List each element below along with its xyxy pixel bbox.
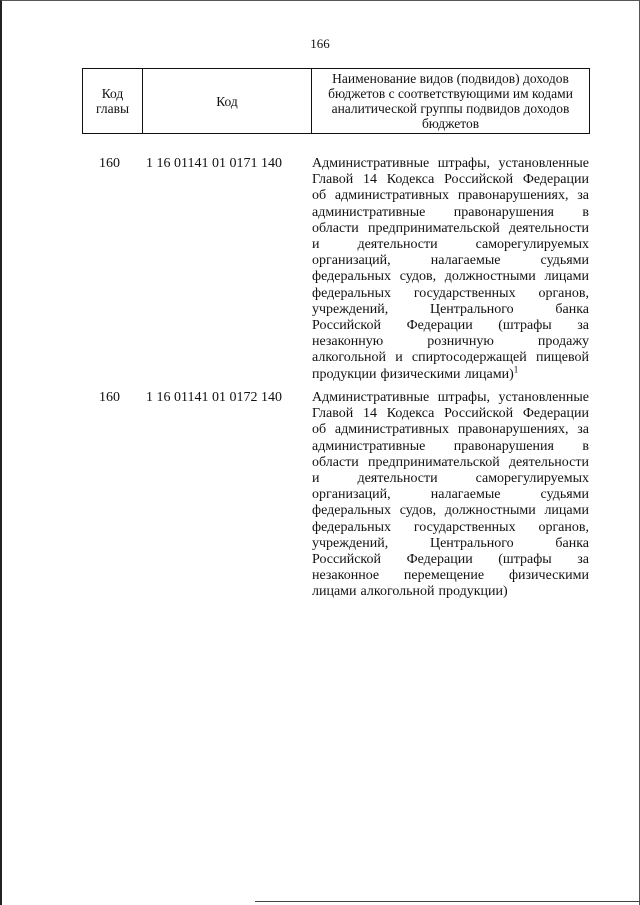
- description-line: организаций, налагаемые судьями: [312, 253, 589, 269]
- description-line: незаконное перемещение физическими: [312, 568, 589, 584]
- header-name: Наименование видов (подвидов) доходов бюджетов с соответствующими им кодами аналитической группы подвидов доходов бюджетов: [312, 69, 590, 134]
- description-line: организаций, налагаемые судьями: [312, 487, 589, 503]
- description-line: федеральных государственных органов,: [312, 519, 589, 535]
- description-line: административные правонарушения в: [312, 438, 589, 454]
- row-chapter-code: 160: [99, 390, 120, 405]
- description-line: незаконную розничную продажу: [312, 334, 589, 350]
- bottom-edge-line: [255, 901, 640, 902]
- description-line: продукции физическими лицами)$^1$: [312, 363, 519, 382]
- row-code: 1 16 01141 01 0171 140: [146, 156, 282, 171]
- description-line: Главой 14 Кодекса Российской Федерации: [312, 406, 589, 422]
- description-line: федеральных судов, должностными лицами: [312, 269, 589, 285]
- description-line: об административных правонарушениях, за: [312, 422, 589, 438]
- header-code: Код: [143, 69, 312, 134]
- description-line: федеральных государственных органов,: [312, 285, 589, 301]
- description-line: учреждений, Центрального банка: [312, 535, 589, 551]
- description-line: учреждений, Центрального банка: [312, 301, 589, 317]
- description-line: федеральных судов, должностными лицами: [312, 503, 589, 519]
- description-line: Административные штрафы, установленные: [312, 390, 589, 405]
- description-line: об административных правонарушениях, за: [312, 188, 589, 204]
- description-line: Российской Федерации (штрафы за: [312, 318, 589, 334]
- description-line: Главой 14 Кодекса Российской Федерации: [312, 172, 589, 188]
- header-chapter-code: Код главы: [83, 69, 143, 134]
- description-line: Административные штрафы, установленные: [312, 156, 589, 171]
- description-line: области предпринимательской деятельности: [312, 454, 589, 470]
- page-number: 166: [310, 36, 330, 51]
- row-code: 1 16 01141 01 0172 140: [146, 390, 282, 405]
- description-line: алкогольной и спиртосодержащей пищевой: [312, 350, 589, 366]
- description-line: лицами алкогольной продукции): [312, 584, 508, 600]
- description-line: и деятельности саморегулируемых: [312, 471, 589, 487]
- description-line: административные правонарушения в: [312, 204, 589, 220]
- footnote-marker: 1: [513, 363, 519, 374]
- description-line: и деятельности саморегулируемых: [312, 237, 589, 253]
- row-chapter-code: 160: [99, 156, 120, 171]
- description-line: Российской Федерации (штрафы за: [312, 552, 589, 568]
- row-description: [312, 156, 589, 383]
- table-header: [82, 68, 590, 134]
- row-description: [312, 390, 589, 601]
- description-line: области предпринимательской деятельности: [312, 220, 589, 236]
